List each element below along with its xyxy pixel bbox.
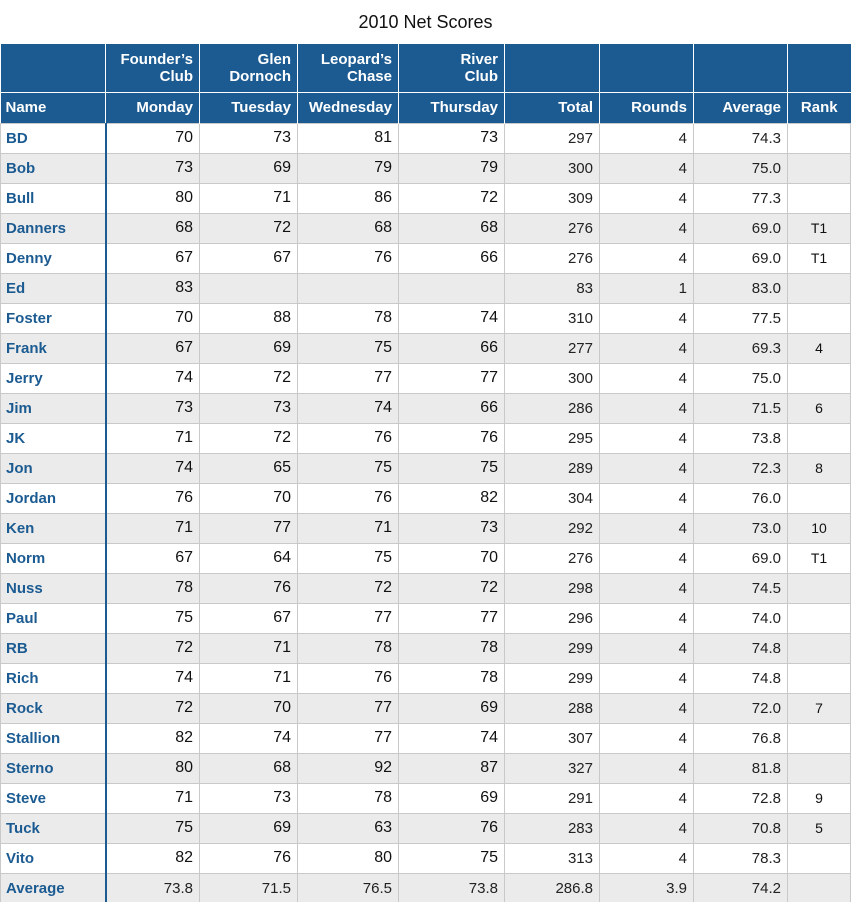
average-cell: 81.8 <box>694 753 788 783</box>
rounds-cell: 1 <box>600 273 694 303</box>
table-row <box>1 633 851 663</box>
net-scores-table <box>0 44 851 902</box>
name-cell: RB <box>1 633 106 663</box>
table-row <box>1 723 851 753</box>
rank-cell: 9 <box>788 783 851 813</box>
rounds-cell: 3.9 <box>600 873 694 902</box>
column-header-tuesday: Tuesday <box>200 92 298 123</box>
rank-cell <box>788 873 851 902</box>
thursday-cell: 73 <box>399 123 505 153</box>
total-cell: 283 <box>505 813 600 843</box>
rank-cell <box>788 363 851 393</box>
average-cell: 69.0 <box>694 543 788 573</box>
wednesday-cell: 78 <box>298 783 399 813</box>
total-cell: 313 <box>505 843 600 873</box>
total-cell: 299 <box>505 633 600 663</box>
total-cell: 310 <box>505 303 600 333</box>
tuesday-cell: 73 <box>200 123 298 153</box>
wednesday-cell: 78 <box>298 633 399 663</box>
total-cell: 276 <box>505 213 600 243</box>
average-cell: 76.0 <box>694 483 788 513</box>
blank-header-cell <box>505 44 600 92</box>
thursday-cell: 70 <box>399 543 505 573</box>
tuesday-cell: 67 <box>200 243 298 273</box>
average-cell: 76.8 <box>694 723 788 753</box>
blank-header-cell <box>788 44 851 92</box>
name-cell: Jordan <box>1 483 106 513</box>
monday-cell: 71 <box>106 513 200 543</box>
thursday-cell: 78 <box>399 633 505 663</box>
wednesday-cell: 74 <box>298 393 399 423</box>
wednesday-cell: 79 <box>298 153 399 183</box>
monday-cell: 73.8 <box>106 873 200 902</box>
tuesday-cell <box>200 273 298 303</box>
course-header-founders-club: Founder’s Club <box>106 44 200 92</box>
wednesday-cell: 77 <box>298 363 399 393</box>
table-row <box>1 123 851 153</box>
total-cell: 327 <box>505 753 600 783</box>
wednesday-cell: 76 <box>298 423 399 453</box>
rounds-cell: 4 <box>600 363 694 393</box>
total-cell: 297 <box>505 123 600 153</box>
wednesday-cell: 76 <box>298 663 399 693</box>
rank-cell: T1 <box>788 213 851 243</box>
total-cell: 298 <box>505 573 600 603</box>
name-cell: Jon <box>1 453 106 483</box>
table-row <box>1 813 851 843</box>
tuesday-cell: 64 <box>200 543 298 573</box>
blank-header-cell <box>694 44 788 92</box>
table-row <box>1 453 851 483</box>
wednesday-cell: 76.5 <box>298 873 399 902</box>
average-cell: 69.0 <box>694 213 788 243</box>
tuesday-cell: 76 <box>200 573 298 603</box>
rounds-cell: 4 <box>600 303 694 333</box>
tuesday-cell: 69 <box>200 813 298 843</box>
table-row <box>1 363 851 393</box>
table-row <box>1 393 851 423</box>
rounds-cell: 4 <box>600 183 694 213</box>
rounds-cell: 4 <box>600 453 694 483</box>
name-cell: JK <box>1 423 106 453</box>
wednesday-cell: 71 <box>298 513 399 543</box>
thursday-cell: 72 <box>399 573 505 603</box>
rounds-cell: 4 <box>600 123 694 153</box>
rank-cell: 5 <box>788 813 851 843</box>
rounds-cell: 4 <box>600 663 694 693</box>
name-cell: Nuss <box>1 573 106 603</box>
wednesday-cell: 77 <box>298 693 399 723</box>
rank-cell: 7 <box>788 693 851 723</box>
total-cell: 292 <box>505 513 600 543</box>
name-cell: Norm <box>1 543 106 573</box>
monday-cell: 72 <box>106 693 200 723</box>
column-header-total: Total <box>505 92 600 123</box>
wednesday-cell: 68 <box>298 213 399 243</box>
rounds-cell: 4 <box>600 753 694 783</box>
monday-cell: 70 <box>106 303 200 333</box>
total-cell: 304 <box>505 483 600 513</box>
tuesday-cell: 67 <box>200 603 298 633</box>
monday-cell: 82 <box>106 723 200 753</box>
total-cell: 83 <box>505 273 600 303</box>
name-cell: Vito <box>1 843 106 873</box>
rounds-cell: 4 <box>600 843 694 873</box>
thursday-cell: 69 <box>399 693 505 723</box>
rounds-cell: 4 <box>600 783 694 813</box>
table-row <box>1 603 851 633</box>
average-cell: 74.2 <box>694 873 788 902</box>
tuesday-cell: 70 <box>200 483 298 513</box>
thursday-cell: 82 <box>399 483 505 513</box>
table-row <box>1 663 851 693</box>
rank-cell <box>788 273 851 303</box>
total-cell: 300 <box>505 153 600 183</box>
thursday-cell: 74 <box>399 303 505 333</box>
monday-cell: 80 <box>106 753 200 783</box>
rounds-cell: 4 <box>600 603 694 633</box>
rounds-cell: 4 <box>600 333 694 363</box>
rounds-cell: 4 <box>600 513 694 543</box>
name-cell: BD <box>1 123 106 153</box>
table-row <box>1 213 851 243</box>
tuesday-cell: 74 <box>200 723 298 753</box>
name-cell: Ken <box>1 513 106 543</box>
name-cell: Bull <box>1 183 106 213</box>
tuesday-cell: 65 <box>200 453 298 483</box>
rank-cell <box>788 153 851 183</box>
rank-cell: T1 <box>788 243 851 273</box>
average-cell: 69.3 <box>694 333 788 363</box>
average-cell: 72.0 <box>694 693 788 723</box>
blank-header-cell <box>600 44 694 92</box>
rank-cell <box>788 303 851 333</box>
wednesday-cell: 75 <box>298 543 399 573</box>
monday-cell: 75 <box>106 603 200 633</box>
tuesday-cell: 88 <box>200 303 298 333</box>
wednesday-cell: 81 <box>298 123 399 153</box>
monday-cell: 73 <box>106 153 200 183</box>
course-header-leopards-chase: Leopard’s Chase <box>298 44 399 92</box>
monday-cell: 71 <box>106 423 200 453</box>
tuesday-cell: 72 <box>200 363 298 393</box>
column-header-average: Average <box>694 92 788 123</box>
table-row <box>1 843 851 873</box>
wednesday-cell: 78 <box>298 303 399 333</box>
name-cell: Jerry <box>1 363 106 393</box>
thursday-cell: 66 <box>399 243 505 273</box>
rank-cell <box>788 573 851 603</box>
tuesday-cell: 72 <box>200 213 298 243</box>
name-cell: Steve <box>1 783 106 813</box>
rounds-cell: 4 <box>600 723 694 753</box>
thursday-cell: 78 <box>399 663 505 693</box>
monday-cell: 78 <box>106 573 200 603</box>
tuesday-cell: 71.5 <box>200 873 298 902</box>
table-title: 2010 Net Scores <box>358 12 493 32</box>
course-header-river-club: River Club <box>399 44 505 92</box>
table-row <box>1 543 851 573</box>
tuesday-cell: 77 <box>200 513 298 543</box>
wednesday-cell: 63 <box>298 813 399 843</box>
average-cell: 75.0 <box>694 153 788 183</box>
name-cell: Denny <box>1 243 106 273</box>
column-header-thursday: Thursday <box>399 92 505 123</box>
table-row <box>1 273 851 303</box>
tuesday-cell: 70 <box>200 693 298 723</box>
average-cell: 70.8 <box>694 813 788 843</box>
rank-cell <box>788 663 851 693</box>
column-header-wednesday: Wednesday <box>298 92 399 123</box>
rank-cell: 10 <box>788 513 851 543</box>
name-cell: Sterno <box>1 753 106 783</box>
total-cell: 307 <box>505 723 600 753</box>
monday-cell: 74 <box>106 663 200 693</box>
total-cell: 291 <box>505 783 600 813</box>
rank-cell <box>788 483 851 513</box>
total-cell: 295 <box>505 423 600 453</box>
rank-cell: 8 <box>788 453 851 483</box>
wednesday-cell: 92 <box>298 753 399 783</box>
table-row <box>1 573 851 603</box>
rank-cell <box>788 723 851 753</box>
tuesday-cell: 73 <box>200 783 298 813</box>
total-cell: 276 <box>505 543 600 573</box>
tuesday-cell: 71 <box>200 663 298 693</box>
monday-cell: 82 <box>106 843 200 873</box>
rounds-cell: 4 <box>600 633 694 663</box>
tuesday-cell: 71 <box>200 633 298 663</box>
total-cell: 276 <box>505 243 600 273</box>
rounds-cell: 4 <box>600 393 694 423</box>
tuesday-cell: 68 <box>200 753 298 783</box>
rounds-cell: 4 <box>600 543 694 573</box>
total-cell: 296 <box>505 603 600 633</box>
column-header-row <box>1 92 851 123</box>
thursday-cell: 66 <box>399 393 505 423</box>
average-cell: 75.0 <box>694 363 788 393</box>
wednesday-cell: 75 <box>298 333 399 363</box>
name-cell: Paul <box>1 603 106 633</box>
rank-cell <box>788 843 851 873</box>
monday-cell: 80 <box>106 183 200 213</box>
thursday-cell: 74 <box>399 723 505 753</box>
rank-cell <box>788 603 851 633</box>
rounds-cell: 4 <box>600 423 694 453</box>
table-row <box>1 333 851 363</box>
rounds-cell: 4 <box>600 243 694 273</box>
monday-cell: 67 <box>106 543 200 573</box>
wednesday-cell: 80 <box>298 843 399 873</box>
thursday-cell: 73 <box>399 513 505 543</box>
table-row <box>1 423 851 453</box>
total-cell: 277 <box>505 333 600 363</box>
total-cell: 288 <box>505 693 600 723</box>
thursday-cell: 76 <box>399 813 505 843</box>
name-cell: Frank <box>1 333 106 363</box>
course-header-glen-dornoch: Glen Dornoch <box>200 44 298 92</box>
total-cell: 286 <box>505 393 600 423</box>
table-row <box>1 243 851 273</box>
average-row <box>1 873 851 902</box>
column-header-rank: Rank <box>788 92 851 123</box>
wednesday-cell <box>298 273 399 303</box>
table-row <box>1 693 851 723</box>
monday-cell: 67 <box>106 333 200 363</box>
name-cell: Jim <box>1 393 106 423</box>
thursday-cell: 72 <box>399 183 505 213</box>
rounds-cell: 4 <box>600 213 694 243</box>
tuesday-cell: 73 <box>200 393 298 423</box>
name-cell: Tuck <box>1 813 106 843</box>
rank-cell: 6 <box>788 393 851 423</box>
table-row <box>1 483 851 513</box>
rank-cell <box>788 123 851 153</box>
total-cell: 300 <box>505 363 600 393</box>
table-row <box>1 513 851 543</box>
thursday-cell: 79 <box>399 153 505 183</box>
average-cell: 71.5 <box>694 393 788 423</box>
average-cell: 83.0 <box>694 273 788 303</box>
wednesday-cell: 72 <box>298 573 399 603</box>
table-row <box>1 783 851 813</box>
monday-cell: 71 <box>106 783 200 813</box>
rounds-cell: 4 <box>600 153 694 183</box>
table-row <box>1 153 851 183</box>
monday-cell: 75 <box>106 813 200 843</box>
thursday-cell: 69 <box>399 783 505 813</box>
thursday-cell: 73.8 <box>399 873 505 902</box>
table-body <box>1 123 851 902</box>
column-header-rounds: Rounds <box>600 92 694 123</box>
monday-cell: 76 <box>106 483 200 513</box>
name-cell: Rock <box>1 693 106 723</box>
average-cell: 69.0 <box>694 243 788 273</box>
tuesday-cell: 69 <box>200 333 298 363</box>
thursday-cell: 68 <box>399 213 505 243</box>
total-cell: 309 <box>505 183 600 213</box>
course-header-row <box>1 44 851 92</box>
rank-cell: 4 <box>788 333 851 363</box>
thursday-cell: 75 <box>399 843 505 873</box>
monday-cell: 83 <box>106 273 200 303</box>
thursday-cell <box>399 273 505 303</box>
average-cell: 73.8 <box>694 423 788 453</box>
thursday-cell: 77 <box>399 603 505 633</box>
rounds-cell: 4 <box>600 813 694 843</box>
rank-cell: T1 <box>788 543 851 573</box>
average-cell: 78.3 <box>694 843 788 873</box>
average-cell: 72.8 <box>694 783 788 813</box>
rounds-cell: 4 <box>600 573 694 603</box>
name-cell: Danners <box>1 213 106 243</box>
rank-cell <box>788 633 851 663</box>
thursday-cell: 77 <box>399 363 505 393</box>
monday-cell: 68 <box>106 213 200 243</box>
rounds-cell: 4 <box>600 693 694 723</box>
name-cell: Stallion <box>1 723 106 753</box>
monday-cell: 70 <box>106 123 200 153</box>
column-header-name: Name <box>1 92 106 123</box>
rank-cell <box>788 183 851 213</box>
table-row <box>1 303 851 333</box>
average-cell: 73.0 <box>694 513 788 543</box>
monday-cell: 72 <box>106 633 200 663</box>
tuesday-cell: 72 <box>200 423 298 453</box>
wednesday-cell: 77 <box>298 603 399 633</box>
wednesday-cell: 86 <box>298 183 399 213</box>
total-cell: 289 <box>505 453 600 483</box>
monday-cell: 73 <box>106 393 200 423</box>
average-cell: 74.0 <box>694 603 788 633</box>
rank-cell <box>788 753 851 783</box>
table-row <box>1 183 851 213</box>
wednesday-cell: 77 <box>298 723 399 753</box>
name-cell: Bob <box>1 153 106 183</box>
rank-cell <box>788 423 851 453</box>
name-cell: Rich <box>1 663 106 693</box>
average-cell: 74.5 <box>694 573 788 603</box>
average-cell: 72.3 <box>694 453 788 483</box>
average-cell: 77.5 <box>694 303 788 333</box>
tuesday-cell: 76 <box>200 843 298 873</box>
tuesday-cell: 71 <box>200 183 298 213</box>
thursday-cell: 75 <box>399 453 505 483</box>
rounds-cell: 4 <box>600 483 694 513</box>
average-cell: 77.3 <box>694 183 788 213</box>
thursday-cell: 76 <box>399 423 505 453</box>
thursday-cell: 87 <box>399 753 505 783</box>
wednesday-cell: 76 <box>298 243 399 273</box>
thursday-cell: 66 <box>399 333 505 363</box>
average-cell: 74.3 <box>694 123 788 153</box>
tuesday-cell: 69 <box>200 153 298 183</box>
total-cell: 299 <box>505 663 600 693</box>
monday-cell: 74 <box>106 363 200 393</box>
average-cell: 74.8 <box>694 633 788 663</box>
total-cell: 286.8 <box>505 873 600 902</box>
monday-cell: 74 <box>106 453 200 483</box>
name-cell: Foster <box>1 303 106 333</box>
blank-header-cell <box>1 44 106 92</box>
wednesday-cell: 76 <box>298 483 399 513</box>
table-row <box>1 753 851 783</box>
column-header-monday: Monday <box>106 92 200 123</box>
name-cell: Ed <box>1 273 106 303</box>
monday-cell: 67 <box>106 243 200 273</box>
wednesday-cell: 75 <box>298 453 399 483</box>
average-cell: 74.8 <box>694 663 788 693</box>
name-cell: Average <box>1 873 106 902</box>
